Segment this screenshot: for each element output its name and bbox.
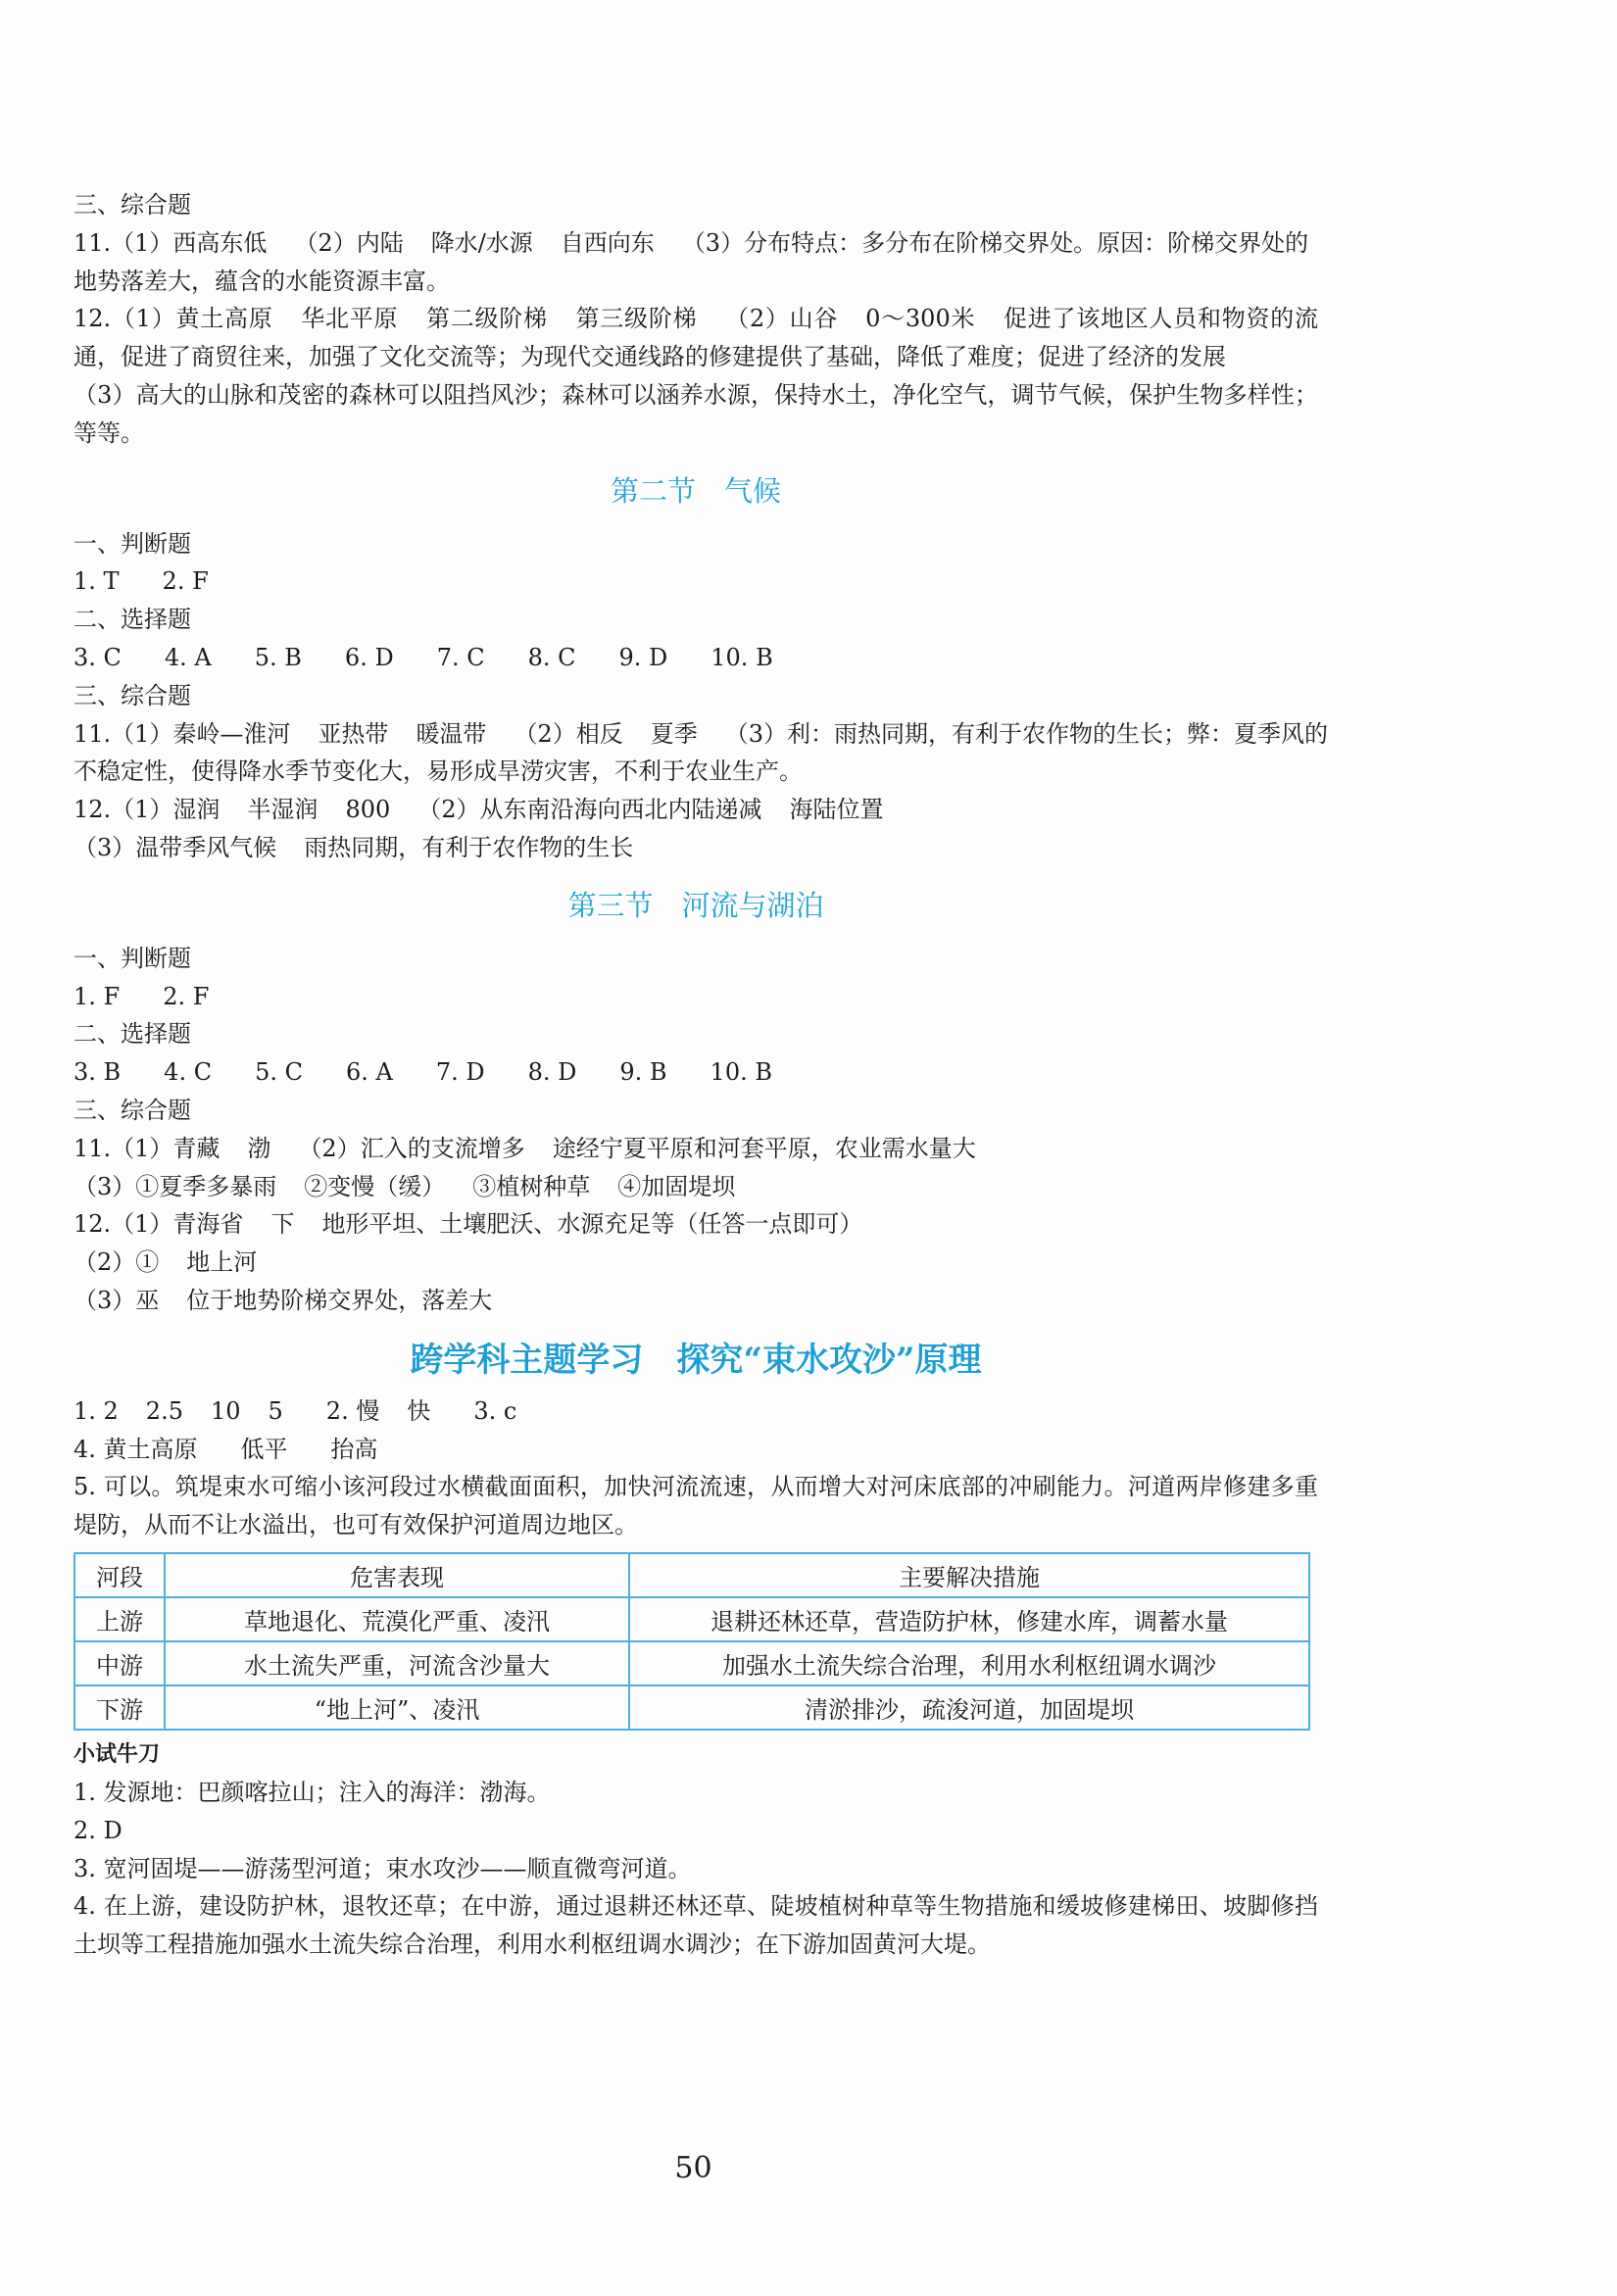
table-header: 主要解决措施	[629, 1553, 1309, 1597]
ans-part: 雨热同期，有利于农作物的生长	[304, 833, 634, 861]
ans-part: 亚热带	[318, 719, 389, 748]
choice-answers	[74, 1053, 1318, 1092]
table-cell: 加强水土流失综合治理，利用水利枢纽调水调沙	[629, 1641, 1309, 1685]
choice-answers	[74, 639, 1318, 677]
table-cell: “地上河”、凌汛	[165, 1685, 629, 1730]
ans-part: 7. D	[435, 1058, 485, 1087]
ans-part: 快	[407, 1396, 431, 1425]
section-title-interdisciplinary: 跨学科主题学习 探究“束水攻沙”原理	[410, 1340, 982, 1380]
ans-part: （2）山谷	[724, 305, 839, 333]
ans-part: 4. C	[164, 1058, 213, 1087]
ans-part: 6. D	[344, 643, 394, 671]
ans-part: 11.（1）青藏	[74, 1134, 220, 1162]
table-cell: 下游	[74, 1685, 165, 1730]
answer-12-part3	[74, 829, 1318, 867]
ans-part: 地上河	[186, 1248, 258, 1277]
judge-answers	[74, 562, 1318, 601]
ans-part: 8. D	[527, 1058, 577, 1087]
table-row	[74, 1597, 1309, 1641]
table-cell: 清淤排沙，疏浚河道，加固堤坝	[629, 1685, 1309, 1730]
answer-11	[74, 1130, 1318, 1168]
answer-11-cont: 地势落差大，蕴含的水能资源丰富。	[74, 267, 450, 295]
answer-11-part3	[74, 1168, 1318, 1206]
heading-comprehensive: 三、综合题	[74, 681, 191, 709]
answer-1-3	[74, 1392, 1318, 1431]
table-cell: 草地退化、荒漠化严重、凌汛	[165, 1597, 629, 1641]
ans-part: 抬高	[330, 1435, 378, 1463]
ans-part: 10. B	[710, 643, 773, 671]
heading-choice: 二、选择题	[74, 1020, 191, 1049]
section-title-climate: 第二节 气候	[610, 473, 781, 508]
ans-part: 3. C	[74, 643, 122, 671]
practice-1: 1. 发源地：巴颜喀拉山；注入的海洋：渤海。	[74, 1778, 551, 1806]
ans-part: ②变慢（缓）	[304, 1172, 446, 1200]
ans-part: 8. C	[527, 643, 576, 671]
answer-11	[74, 224, 1318, 263]
table-cell: 水土流失严重，河流含沙量大	[165, 1641, 629, 1685]
ans-part: 3. B	[74, 1058, 122, 1087]
ans-part: （2）内陆	[294, 228, 404, 257]
table-cell: 退耕还林还草，营造防护林，修建水库，调蓄水量	[629, 1597, 1309, 1641]
heading-comprehensive: 三、综合题	[74, 1096, 191, 1124]
page-content	[74, 186, 1328, 1964]
table-cell: 中游	[74, 1641, 165, 1685]
ans-part: 第三级阶梯	[574, 305, 698, 333]
practice-title: 小试牛刀	[74, 1741, 161, 1767]
ans-part: 华北平原	[300, 305, 399, 333]
ans-part: （3）①夏季多暴雨	[74, 1172, 277, 1200]
ans-part: （2）汇入的支流增多	[298, 1134, 525, 1162]
table-header-row	[74, 1553, 1309, 1597]
ans-part: 夏季	[650, 719, 698, 748]
ans-part: 1. F	[74, 982, 121, 1010]
ans-part: 11.（1）秦岭—淮河	[74, 719, 291, 748]
ans-part: 渤	[247, 1134, 271, 1162]
ans-part: （2）相反	[514, 719, 623, 748]
answer-12-part3: （3）高大的山脉和茂密的森林可以阻挡风沙；森林可以涵养水源，保持水土，净化空气，调节气候，保护生物多样性；等等。	[74, 380, 1318, 447]
ans-part: 5. C	[255, 1058, 303, 1087]
heading-choice: 二、选择题	[74, 606, 191, 634]
ans-part: 12.（1）湿润	[74, 796, 220, 824]
answer-12	[74, 300, 1318, 376]
ans-part: 6. A	[345, 1058, 393, 1087]
answer-12-part3	[74, 1282, 1318, 1320]
ans-part: 降水/水源	[430, 228, 533, 257]
ans-part: 9. B	[619, 1058, 667, 1087]
ans-part: （3）利：雨热同期，有利于农作物的生长；弊：夏季风的	[724, 719, 1328, 748]
answer-12-part2	[74, 1244, 1318, 1282]
table-cell: 上游	[74, 1597, 165, 1641]
ans-part: 位于地势阶梯交界处，落差大	[186, 1286, 493, 1314]
ans-part: ④加固堤坝	[617, 1172, 736, 1200]
ans-part: 2. F	[163, 982, 210, 1010]
ans-part: （3）分布特点：多分布在阶梯交界处。原因：阶梯交界处的	[681, 228, 1309, 257]
ans-part: 暖温带	[416, 719, 487, 748]
ans-part: 11.（1）西高东低	[74, 228, 268, 257]
ans-part: 800	[345, 796, 391, 824]
ans-part: 第二级阶梯	[425, 305, 548, 333]
ans-part: 12.（1）黄土高原	[74, 305, 273, 333]
ans-part: 12.（1）青海省	[74, 1210, 244, 1239]
ans-part: 海陆位置	[789, 796, 884, 824]
practice-2: 2. D	[74, 1816, 122, 1844]
ans-part: 途经宁夏平原和河套平原，农业需水量大	[552, 1134, 976, 1162]
answer-11	[74, 715, 1328, 754]
ans-part: 地形平坦、土壤肥沃、水源充足等（任答一点即可）	[321, 1210, 863, 1239]
table-header: 危害表现	[165, 1553, 629, 1597]
ans-part: 2.5	[145, 1396, 183, 1425]
ans-part: 半湿润	[247, 796, 318, 824]
ans-part: 7. C	[436, 643, 485, 671]
table-header: 河段	[74, 1553, 165, 1597]
ans-part: 2. F	[162, 567, 209, 596]
ans-part: （2）①	[74, 1248, 160, 1277]
ans-part: 10. B	[710, 1058, 772, 1087]
ans-part: 下	[270, 1210, 295, 1239]
ans-part: 2. 慢	[325, 1396, 380, 1425]
heading-judge: 一、判断题	[74, 944, 191, 972]
answer-12	[74, 1205, 1318, 1244]
ans-part: 1. T	[74, 567, 120, 596]
table-row	[74, 1641, 1309, 1685]
page-number: 50	[674, 2151, 712, 2185]
ans-part: （3）巫	[74, 1286, 160, 1314]
practice-4: 4. 在上游，建设防护林，退牧还草；在中游，通过退耕还林还草、陡坡植树种草等生物措施和缓坡修建梯田、坡脚修挡土坝等工程措施加强水土流失综合治理，利用水利枢纽调水调沙；在下游加固黄河大堤。	[74, 1892, 1318, 1959]
ans-part: 10	[210, 1396, 241, 1425]
ans-part: （2）从东南沿海向西北内陆递减	[417, 796, 762, 824]
answer-5: 5. 可以。筑堤束水可缩小该河段过水横截面面积，加快河流流速，从而增大对河床底部的冲刷能力。河道两岸修建多重堤防，从而不让水溢出，也可有效保护河道周边地区。	[74, 1473, 1318, 1539]
ans-part: 自西向东	[560, 228, 655, 257]
answer-11-cont: 不稳定性，使得降水季节变化大，易形成旱涝灾害，不利于农业生产。	[74, 757, 803, 786]
ans-part: 4. 黄土高原	[74, 1435, 198, 1463]
judge-answers	[74, 978, 1318, 1016]
section-title-rivers: 第三节 河流与湖泊	[567, 888, 824, 922]
ans-part: 促进了该地区人员和物资的流通，促进了商贸往来，加强了文化交流等；为现代交通线路的修建提供了基础，降低了难度；促进了经济的发展	[74, 305, 1319, 371]
ans-part: 3. c	[473, 1396, 517, 1425]
heading-comprehensive: 三、综合题	[74, 191, 191, 219]
ans-part: 低平	[240, 1435, 288, 1463]
ans-part: ③植树种草	[472, 1172, 591, 1200]
ans-part: 4. A	[164, 643, 212, 671]
ans-part: （3）温带季风气候	[74, 833, 277, 861]
answer-4	[74, 1431, 1318, 1469]
ans-part: 9. D	[618, 643, 668, 671]
table-row	[74, 1685, 1309, 1730]
ans-part: 1. 2	[74, 1396, 119, 1425]
answer-12	[74, 791, 1318, 829]
yellow-river-table	[74, 1552, 1310, 1731]
heading-judge: 一、判断题	[74, 529, 191, 558]
ans-part: 5. B	[254, 643, 302, 671]
ans-part: 5	[268, 1396, 283, 1425]
ans-part: 0～300米	[865, 305, 976, 333]
practice-3: 3. 宽河固堤——游荡型河道；束水攻沙——顺直微弯河道。	[74, 1854, 692, 1882]
